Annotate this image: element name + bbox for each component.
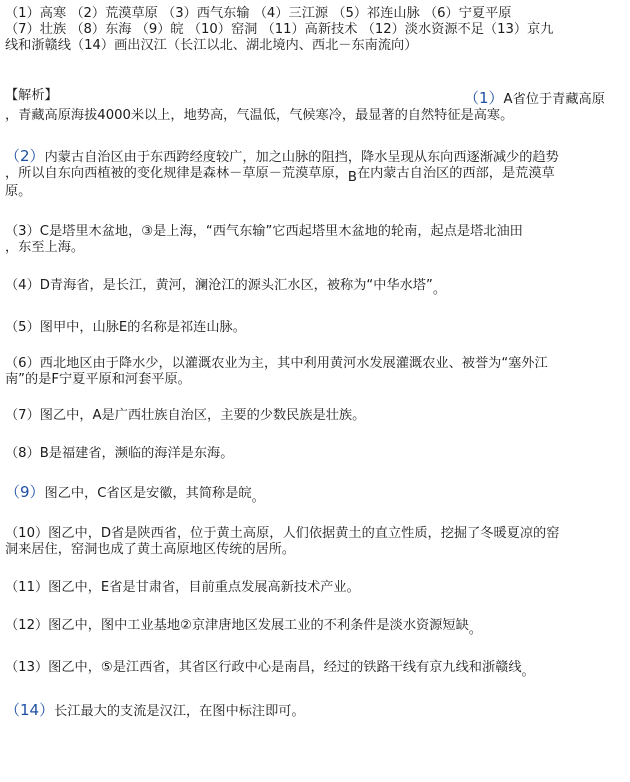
p2-number: （2）	[5, 147, 45, 165]
answer-line-2: （7）壮族 （8）东海 （9）皖 （10）窑洞 （11）高新技术 （12）淡水资源不足（13）京九	[5, 22, 554, 37]
analysis-p1-head	[464, 90, 624, 108]
analysis-p7: （7）图乙中，A是广西壮族自治区，主要的少数民族是壮族。	[5, 408, 366, 423]
analysis-p12	[5, 618, 625, 637]
p14-number: （14）	[5, 701, 55, 719]
p2-line2b-text: 在内蒙古自治区的西部，是荒漠草	[356, 166, 555, 181]
p14-text: 长江最大的支流是汉江，在图中标注即可。	[54, 704, 305, 719]
p13-end: 。	[521, 664, 535, 679]
p12-end: 。	[468, 622, 482, 637]
analysis-p5: （5）图甲中，山脉E的名称是祁连山脉。	[5, 320, 246, 335]
analysis-p10-line2: 洞来居住，窑洞也成了黄土高原地区传统的居所。	[5, 542, 296, 557]
p9-end: 。	[251, 490, 265, 505]
p2-b-label: B	[347, 170, 357, 185]
analysis-p3-line1: （3）C是塔里木盆地，③是上海，“西气东输”它西起塔里木盆地的轮南，起点是塔北油田	[5, 224, 523, 239]
analysis-p9	[5, 483, 625, 505]
p9-number: （9）	[5, 483, 45, 501]
p12-text: （12）图乙中，图中工业基地②京津唐地区发展工业的不利条件是淡水资源短缺	[5, 618, 469, 633]
analysis-p13	[5, 660, 625, 679]
analysis-p10-line1: （10）图乙中，D省是陕西省，位于黄土高原，人们依据黄土的直立性质，挖掘了冬暖夏凉的窑	[5, 526, 560, 541]
analysis-p4	[5, 278, 625, 297]
analysis-p14	[5, 702, 625, 720]
analysis-p3-line2: ，东至上海。	[5, 240, 85, 255]
analysis-p2-line3: 原。	[5, 184, 32, 199]
analysis-p6-line1: （6）西北地区由于降水少，以灌溉农业为主，其中利用黄河水发展灌溉农业、被誉为“塞外江	[5, 356, 548, 371]
p1-head-text: A省位于青藏高原	[503, 92, 605, 107]
analysis-p8: （8）B是福建省，濒临的海洋是东海。	[5, 446, 234, 461]
analysis-header: 【解析】	[5, 88, 58, 103]
analysis-p11: （11）图乙中，E省是甘肃省，目前重点发展高新技术产业。	[5, 580, 360, 595]
analysis-p6-line2: 南”的是F宁夏平原和河套平原。	[5, 372, 191, 387]
analysis-p2-line2	[5, 166, 625, 185]
p2-line2-text: ，所以自东向西植被的变化规律是森林－草原－荒漠草原，	[5, 166, 348, 181]
p2-line1-text: 内蒙古自治区由于东西跨经度较广，加之山脉的阻挡，降水呈现从东向西逐渐减少的趋势	[44, 150, 559, 165]
answer-line-1: （1）高寒 （2）荒漠草原 （3）西气东输 （4）三江源 （5）祁连山脉 （6）宁夏平原	[5, 6, 512, 21]
p4-end: 。	[432, 282, 447, 297]
analysis-p2-line1	[5, 148, 625, 166]
p13-text: （13）图乙中，⑤是江西省，其省区行政中心是南昌，经过的铁路干线有京九线和浙赣线	[5, 660, 522, 675]
p1-number: （1）	[464, 89, 504, 107]
p4-text: （4）D青海省，是长江，黄河，澜沧江的源头汇水区，被称为“中华水塔”	[5, 278, 433, 293]
p9-text: 图乙中，C省区是安徽，其简称是皖	[44, 486, 252, 501]
analysis-p1-body: ，青藏高原海拔4000米以上，地势高，气温低，气候寒冷，最显著的自然特征是高寒。	[5, 108, 514, 123]
answer-line-3: 线和浙赣线（14）画出汉江（长江以北、湖北境内、西北－东南流向）	[5, 38, 418, 53]
